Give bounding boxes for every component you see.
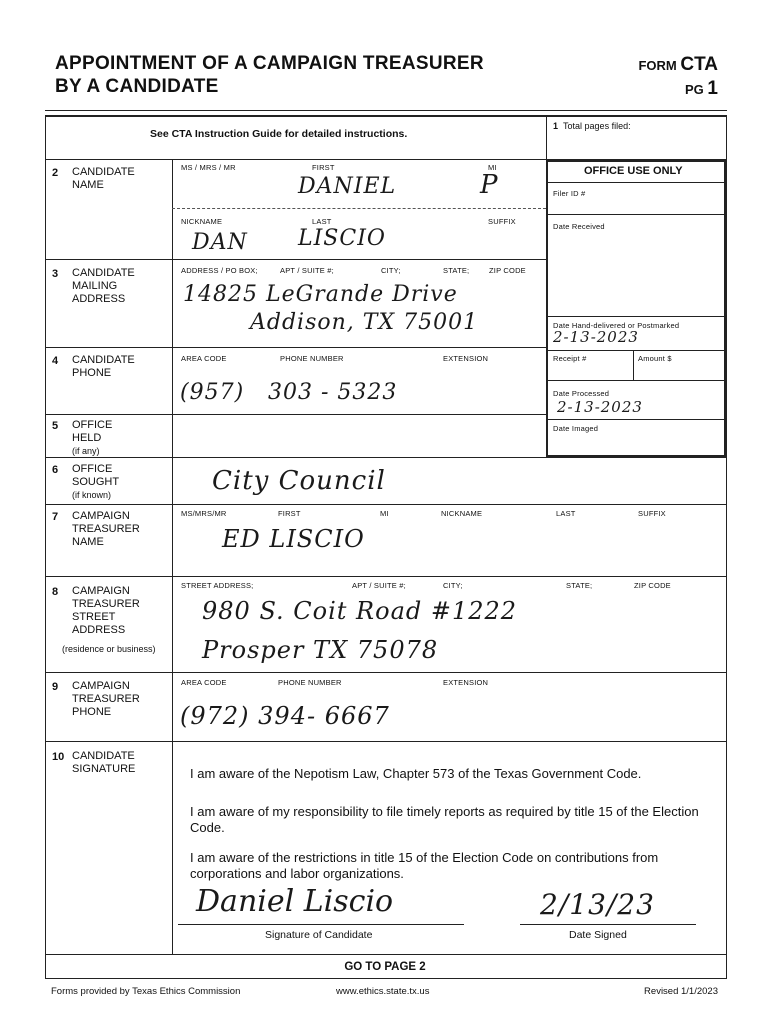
treasurer-address-line-2: Prosper TX 75078 (202, 636, 439, 664)
divider (45, 954, 727, 955)
section-number: 10 (52, 751, 65, 763)
nepotism-statement: I am aware of the Nepotism Law, Chapter 573 of the Texas Government Code. (190, 766, 642, 781)
title-line-1: APPOINTMENT OF A CAMPAIGN TREASURER (55, 53, 484, 74)
col-phone-number: PHONE NUMBER (280, 354, 344, 363)
col-extension: EXTENSION (443, 678, 489, 687)
col-mi: MI (380, 509, 389, 518)
form-label: FORM (638, 58, 677, 73)
divider (547, 350, 726, 351)
form-title (55, 52, 484, 98)
go-to-page-2: GO TO PAGE 2 (344, 961, 426, 973)
divider (547, 214, 726, 215)
treasurer-address-line-1: 980 S. Coit Road #1222 (202, 597, 518, 625)
col-area-code: AREA CODE (181, 354, 227, 363)
col-last: LAST (312, 217, 332, 226)
section-number: 4 (52, 355, 59, 367)
divider (45, 115, 727, 117)
divider (546, 115, 547, 160)
col-title: MS/MRS/MR (181, 509, 227, 518)
col-state: STATE; (566, 581, 593, 590)
amount-label: Amount $ (638, 354, 672, 363)
date-processed-label: Date Processed (553, 389, 610, 398)
date-signed-label: Date Signed (569, 929, 627, 941)
candidate-phone: 303 - 5323 (268, 380, 398, 405)
candidate-mi: P (480, 170, 499, 200)
col-state: STATE; (443, 266, 470, 275)
divider (45, 110, 727, 111)
section-label-line: STREET (72, 611, 116, 623)
section-label-line: HELD (72, 432, 102, 444)
section-label-line: OFFICE (72, 419, 113, 431)
section-4-label (72, 354, 135, 380)
section-7-label (72, 510, 140, 549)
signature-line (178, 924, 464, 925)
section-5-label (72, 419, 112, 458)
contributions-statement: I am aware of the restrictions in title 15 of the Election Code on contributions from corporations and labor organizations. (190, 850, 659, 881)
col-zip: ZIP CODE (489, 266, 526, 275)
divider (726, 115, 727, 978)
divider (45, 741, 727, 742)
section-label-line: CANDIDATE (72, 354, 135, 366)
col-city: CITY; (443, 581, 463, 590)
office-sought-value: City Council (212, 466, 386, 496)
divider (547, 419, 726, 420)
treasurer-phone-value: (972) 394- 6667 (180, 702, 390, 730)
divider (172, 159, 173, 954)
section-label-line: SIGNATURE (72, 763, 136, 775)
form-number (638, 54, 718, 100)
divider (45, 576, 727, 577)
section-label-line: NAME (72, 536, 104, 548)
col-apt: APT / SUITE #; (280, 266, 334, 275)
col-extension: EXTENSION (443, 354, 489, 363)
treasurer-name-value: ED LISCIO (222, 525, 365, 553)
col-suffix: SUFFIX (638, 509, 666, 518)
page-label: PG (685, 82, 704, 97)
candidate-first-name: DANIEL (298, 174, 397, 199)
col-area-code: AREA CODE (181, 678, 227, 687)
reports-statement: I am aware of my responsibility to file timely reports as required by title 15 of the Election Code. (190, 804, 699, 835)
total-pages-label: Total pages filed: (563, 121, 631, 131)
col-apt: APT / SUITE #; (352, 581, 406, 590)
col-nickname: NICKNAME (181, 217, 223, 226)
candidate-area-code: (957) (180, 380, 245, 405)
section-label-line: PHONE (72, 706, 112, 718)
divider (45, 978, 727, 979)
section-9-label (72, 680, 140, 719)
col-first: FIRST (278, 509, 301, 518)
date-hand-delivered-value: 2-13-2023 (553, 328, 639, 346)
section-label-line: PHONE (72, 367, 112, 379)
section-label-line: SOUGHT (72, 476, 120, 488)
date-hand-delivered-label: Date Hand-delivered or Postmarked (553, 321, 680, 330)
section-label-line: NAME (72, 179, 104, 191)
footer-provider: Forms provided by Texas Ethics Commission (51, 986, 241, 997)
divider (45, 414, 547, 415)
col-suffix: SUFFIX (488, 217, 516, 226)
candidate-address-line-1: 14825 LeGrande Drive (183, 282, 458, 307)
candidate-last-name: LISCIO (298, 226, 386, 251)
section-3-label (72, 267, 135, 306)
col-zip: ZIP CODE (634, 581, 671, 590)
section-label-line: ADDRESS (72, 624, 126, 636)
footer-url: www.ethics.state.tx.us (336, 986, 430, 997)
section-number: 3 (52, 268, 59, 280)
date-received-label: Date Received (553, 222, 605, 231)
col-mi: MI (488, 163, 497, 172)
divider (633, 350, 634, 380)
total-pages (553, 121, 631, 131)
section-label-line: CAMPAIGN (72, 585, 130, 597)
divider (547, 380, 726, 381)
instructions-text: See CTA Instruction Guide for detailed instructions. (150, 128, 408, 140)
divider (547, 182, 726, 183)
section-label-line: CAMPAIGN (72, 510, 130, 522)
section-6-label (72, 463, 119, 502)
divider (45, 115, 46, 978)
section-label-line: CANDIDATE (72, 750, 135, 762)
candidate-nickname: DAN (192, 230, 248, 255)
title-line-2: BY A CANDIDATE (55, 76, 219, 97)
col-title: MS / MRS / MR (181, 163, 236, 172)
receipt-label: Receipt # (553, 354, 587, 363)
col-street-address: STREET ADDRESS; (181, 581, 254, 590)
section-label-line: (if any) (72, 446, 100, 456)
divider (45, 259, 547, 260)
form-code: CTA (680, 54, 718, 75)
section-label-line: CANDIDATE (72, 267, 135, 279)
col-address: ADDRESS / PO BOX; (181, 266, 258, 275)
section-number: 9 (52, 681, 59, 693)
section-label-line: (if known) (72, 490, 112, 500)
section-label-line: CAMPAIGN (72, 680, 130, 692)
divider (45, 672, 727, 673)
candidate-address-line-2: Addison, TX 75001 (250, 310, 479, 335)
date-processed-value: 2-13-2023 (557, 398, 643, 416)
section-number: 2 (52, 167, 59, 179)
signature-label: Signature of Candidate (265, 929, 373, 941)
section-number: 6 (52, 464, 59, 476)
divider (45, 347, 547, 348)
col-first: FIRST (312, 163, 335, 172)
section-number: 8 (52, 586, 59, 598)
footer-revision: Revised 1/1/2023 (644, 986, 718, 997)
section-label-line: CANDIDATE (72, 166, 135, 178)
col-last: LAST (556, 509, 576, 518)
section-8-label (72, 585, 140, 637)
section-10-label (72, 750, 135, 776)
section-label-line: MAILING (72, 280, 118, 292)
section-number: 5 (52, 420, 59, 432)
section-label-line: TREASURER (72, 598, 140, 610)
total-pages-number: 1 (553, 121, 559, 131)
divider (45, 457, 727, 458)
col-nickname: NICKNAME (441, 509, 483, 518)
page-number: 1 (707, 78, 718, 99)
date-signed-value: 2/13/23 (540, 888, 655, 921)
divider (45, 504, 727, 505)
col-city: CITY; (381, 266, 401, 275)
date-line (520, 924, 696, 925)
section-2-label (72, 166, 135, 192)
divider (547, 316, 726, 317)
section-label-line: OFFICE (72, 463, 113, 475)
filer-id-label: Filer ID # (553, 189, 586, 198)
date-imaged-label: Date Imaged (553, 424, 599, 433)
section-label-line: TREASURER (72, 693, 140, 705)
section-number: 7 (52, 511, 59, 523)
section-label-line: ADDRESS (72, 293, 126, 305)
office-use-title: OFFICE USE ONLY (584, 165, 683, 177)
section-label-line: TREASURER (72, 523, 140, 535)
divider (172, 208, 546, 209)
col-phone-number: PHONE NUMBER (278, 678, 342, 687)
candidate-signature: Daniel Liscio (196, 884, 394, 919)
section-8-note: (residence or business) (62, 644, 156, 654)
